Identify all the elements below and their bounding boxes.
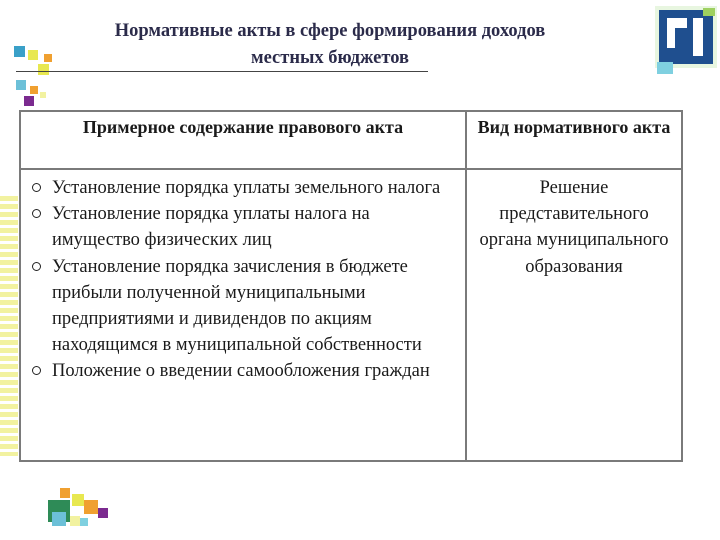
bullet-icon (32, 183, 41, 192)
bullet-icon (32, 209, 41, 218)
kind-cell (466, 169, 682, 461)
bullet-icon (32, 262, 41, 271)
header-kind: Вид нормативного акта (466, 111, 682, 169)
list-item: Установление порядка уплаты налога на имущество физических лиц (30, 201, 456, 253)
content-list (22, 171, 464, 385)
kind-text: Решение представительного органа муниципального образования (479, 178, 669, 277)
header-content: Примерное содержание правового акта (20, 111, 466, 169)
table-row (20, 169, 682, 461)
list-item: Установление порядка уплаты земельного налога (30, 175, 456, 201)
title-underline (16, 71, 428, 72)
content-cell (20, 169, 466, 461)
title-line-2: местных бюджетов (250, 48, 409, 68)
table-header-row (20, 111, 682, 169)
list-item: Положение о введении самообложения граждан (30, 358, 456, 384)
title-line-1: Нормативные акты в сфере формирования доходов (114, 21, 546, 41)
bullet-icon (32, 366, 41, 375)
list-item: Установление порядка зачисления в бюджете прибыли полученной муниципальными предприятиями и дивидендов по акциям находящимся в муниципальной собственности (30, 254, 456, 359)
slide-title (0, 18, 660, 72)
acts-table (19, 110, 683, 462)
decorative-stripes (0, 196, 18, 456)
logo-icon (655, 6, 717, 74)
